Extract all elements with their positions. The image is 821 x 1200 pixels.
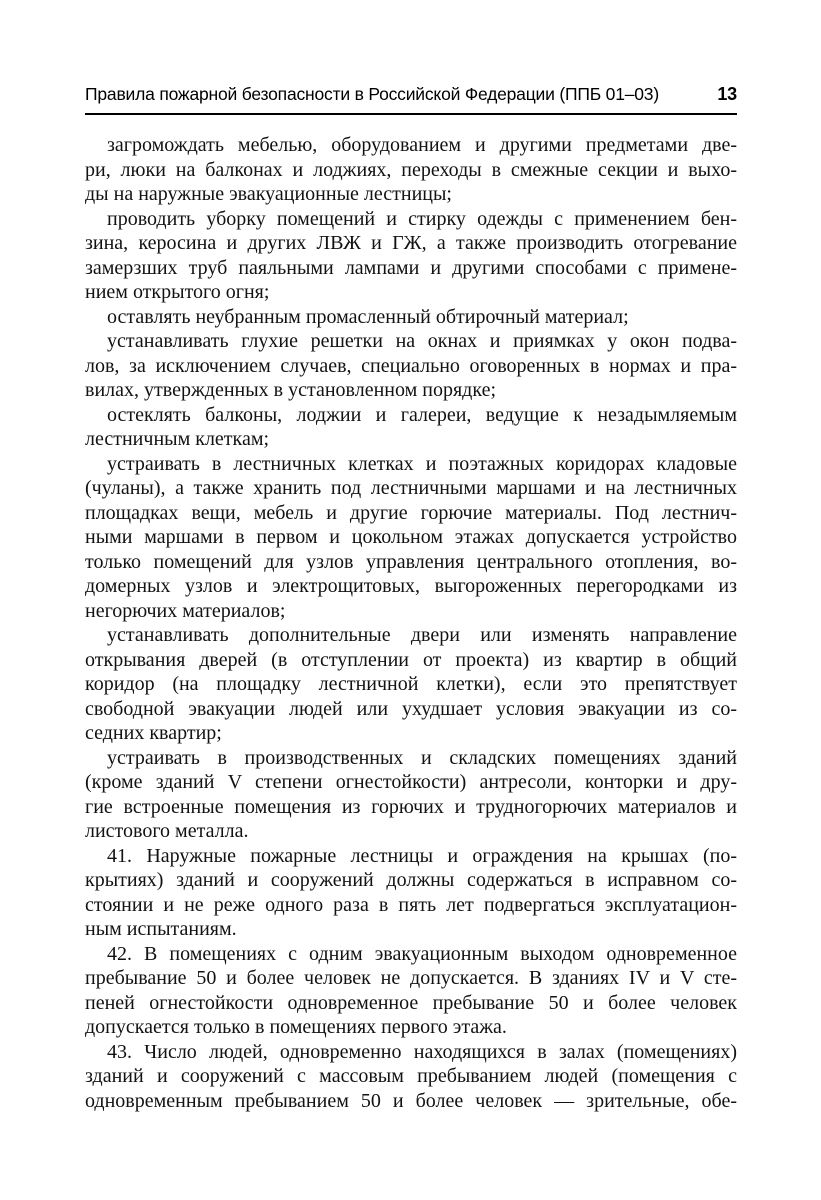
- text-line: негорючих материалов;: [85, 599, 286, 622]
- text-line: домерных узлов и электрощитовых, выгороженных перегородками из: [85, 575, 737, 597]
- text-line: нием открытого огня;: [85, 281, 270, 303]
- text-line: устраивать в производственных и складских помещениях зданий: [107, 746, 737, 769]
- text-line: зданий и сооружений с массовым пребыванием людей (помещения с: [85, 1065, 737, 1087]
- text-line: одновременным пребыванием 50 и более человек — зрительные, обе-: [85, 1089, 737, 1112]
- text-line: коридор (на площадку лестничной клетки), если это препятствует: [85, 673, 737, 695]
- page-header: [85, 84, 737, 115]
- text-line: загромождать мебелью, оборудованием и другими предметами две-: [107, 134, 737, 156]
- text-line: (кроме зданий V степени огнестойкости) антресоли, конторки и дру-: [85, 771, 737, 793]
- text-line: открывания дверей (в отступлении от проекта) из квартир в общий: [85, 648, 737, 671]
- text-line: только помещений для узлов управления центрального отопления, во-: [85, 550, 737, 573]
- text-line: лов, за исключением случаев, специально оговоренных в нормах и пра-: [85, 354, 737, 377]
- page-number: 13: [717, 84, 737, 104]
- text-line: листового металла.: [85, 820, 249, 842]
- page-body: [85, 133, 737, 1113]
- text-line: крытиях) зданий и сооружений должны содержаться в исправном со-: [85, 869, 737, 891]
- text-line: стоянии и не реже одного раза в пять лет подвергаться эксплуатацион-: [85, 893, 737, 916]
- text-line: ды на наружные эвакуационные лестницы;: [85, 183, 452, 205]
- text-line: седних квартир;: [85, 722, 222, 744]
- text-line: устанавливать глухие решетки на окнах и приямках у окон подва-: [107, 330, 737, 352]
- text-line: замерзших труб паяльными лампами и другими способами с примене-: [85, 256, 737, 279]
- text-line: ри, люки на балконах и лоджиях, переходы в смежные секции и выхо-: [85, 158, 737, 181]
- text-line: 42. В помещениях с одним эвакуационным выходом одновременное: [107, 942, 737, 965]
- text-line: (чуланы), а также хранить под лестничными маршами и на лестничных: [85, 477, 737, 499]
- text-line: проводить уборку помещений и стирку одежды с применением бен-: [107, 207, 737, 230]
- text-line: ным испытаниям.: [85, 918, 237, 940]
- text-line: гие встроенные помещения из горючих и трудногорючих материалов и: [85, 795, 737, 818]
- text-line: площадках вещи, мебель и другие горючие материалы. Под лестнич-: [85, 501, 737, 524]
- text-line: устраивать в лестничных клетках и поэтажных коридорах кладовые: [107, 452, 737, 475]
- text-line: оставлять неубранным промасленный обтирочный материал;: [107, 305, 629, 328]
- text-line: допускается только в помещениях первого этажа.: [85, 1016, 507, 1038]
- text-line: лестничным клеткам;: [85, 428, 270, 450]
- text-line: устанавливать дополнительные двери или изменять направление: [107, 624, 737, 646]
- text-line: ными маршами в первом и цокольном этажах допускается устройство: [85, 526, 737, 548]
- text-line: остеклять балконы, лоджии и галереи, ведущие к незадымляемым: [107, 403, 737, 426]
- text-line: свободной эвакуации людей или ухудшает условия эвакуации из со-: [85, 697, 737, 720]
- text-line: 43. Число людей, одновременно находящихся в залах (помещениях): [107, 1040, 737, 1063]
- text-line: пребывание 50 и более человек не допускается. В зданиях IV и V сте-: [85, 967, 737, 989]
- text-line: пеней огнестойкости одновременное пребывание 50 и более человек: [85, 991, 737, 1014]
- running-title: Правила пожарной безопасности в Российской Федерации (ППБ 01–03): [85, 84, 659, 104]
- text-line: зина, керосина и других ЛВЖ и ГЖ, а также производить отогревание: [85, 232, 737, 254]
- text-line: 41. Наружные пожарные лестницы и ограждения на крышах (по-: [107, 844, 737, 867]
- text-line: вилах, утвержденных в установленном порядке;: [85, 379, 496, 401]
